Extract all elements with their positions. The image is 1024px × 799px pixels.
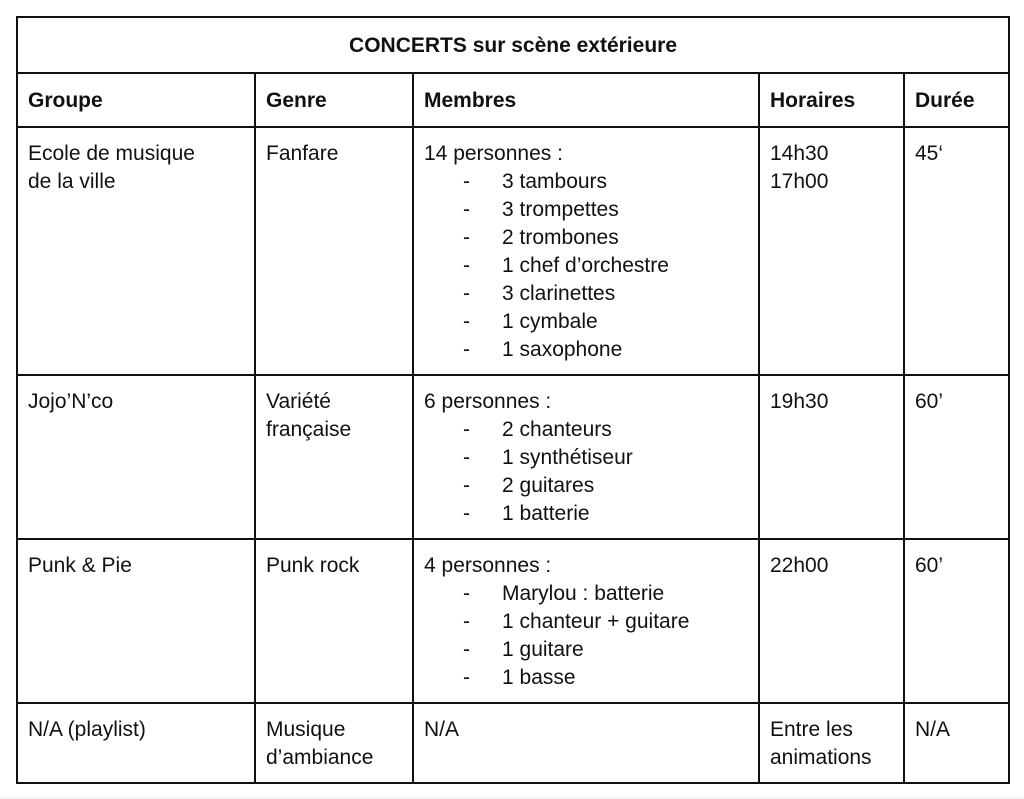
bullet-dash: - xyxy=(463,226,470,249)
cell-duree: N/A xyxy=(904,703,1009,783)
member-text: 1 chef d’orchestre xyxy=(502,254,669,277)
member-text: 1 synthétiseur xyxy=(502,446,633,469)
cell-horaires xyxy=(759,127,904,375)
cell-membres xyxy=(413,375,759,539)
member-text: 1 chanteur + guitare xyxy=(502,610,690,633)
member-text: 3 tambours xyxy=(502,170,608,193)
list-item xyxy=(424,444,748,472)
cell-horaires xyxy=(759,539,904,703)
members-list xyxy=(424,580,748,692)
list-item xyxy=(424,252,748,280)
cell-genre xyxy=(255,703,413,783)
cell-groupe xyxy=(17,703,255,783)
groupe-text: Jojo’N’co xyxy=(28,390,114,413)
horaire-text: 19h30 xyxy=(770,390,829,413)
table-title-row xyxy=(17,17,1009,73)
groupe-text: Ecole de musique xyxy=(28,142,195,165)
horaire-text: animations xyxy=(770,746,872,769)
member-text: 2 trombones xyxy=(502,226,619,249)
member-text: Marylou : batterie xyxy=(502,582,665,605)
bullet-dash: - xyxy=(463,638,470,661)
list-item xyxy=(424,168,748,196)
horaire-text: 17h00 xyxy=(770,170,829,193)
cell-groupe xyxy=(17,375,255,539)
list-item xyxy=(424,224,748,252)
cell-horaires xyxy=(759,703,904,783)
member-text: 1 basse xyxy=(502,666,576,689)
genre-text: Punk rock xyxy=(266,554,360,577)
cell-duree: 60’ xyxy=(904,539,1009,703)
member-text: 1 guitare xyxy=(502,638,584,661)
list-item xyxy=(424,472,748,500)
genre-text: Musique xyxy=(266,718,346,741)
genre-text: Variété xyxy=(266,390,331,413)
genre-text: française xyxy=(266,418,352,441)
cell-membres xyxy=(413,127,759,375)
list-item xyxy=(424,308,748,336)
bullet-dash: - xyxy=(463,254,470,277)
bullet-dash: - xyxy=(463,502,470,525)
list-item xyxy=(424,196,748,224)
member-text: 1 cymbale xyxy=(502,310,598,333)
table-row xyxy=(17,375,1009,539)
bullet-dash: - xyxy=(463,170,470,193)
list-item xyxy=(424,580,748,608)
genre-text: Fanfare xyxy=(266,142,339,165)
list-item xyxy=(424,608,748,636)
members-list xyxy=(424,168,748,364)
cell-horaires xyxy=(759,375,904,539)
header-genre: Genre xyxy=(255,73,413,127)
bullet-dash: - xyxy=(463,474,470,497)
groupe-text: de la ville xyxy=(28,170,116,193)
groupe-text: Punk & Pie xyxy=(28,554,132,577)
groupe-text: N/A (playlist) xyxy=(28,718,146,741)
cell-groupe xyxy=(17,539,255,703)
bullet-dash: - xyxy=(463,198,470,221)
bullet-dash: - xyxy=(463,310,470,333)
membres-intro: N/A xyxy=(424,718,460,741)
table-row xyxy=(17,127,1009,375)
cell-genre xyxy=(255,539,413,703)
members-list xyxy=(424,416,748,528)
horaire-text: Entre les xyxy=(770,718,853,741)
member-text: 3 clarinettes xyxy=(502,282,616,305)
header-membres: Membres xyxy=(413,73,759,127)
bullet-dash: - xyxy=(463,338,470,361)
list-item xyxy=(424,664,748,692)
membres-intro: 4 personnes : xyxy=(424,554,552,577)
bullet-dash: - xyxy=(463,610,470,633)
header-horaires: Horaires xyxy=(759,73,904,127)
membres-intro: 14 personnes : xyxy=(424,142,563,165)
member-text: 1 saxophone xyxy=(502,338,623,361)
list-item xyxy=(424,500,748,528)
cell-genre xyxy=(255,375,413,539)
bullet-dash: - xyxy=(463,446,470,469)
table-title: CONCERTS sur scène extérieure xyxy=(17,17,1009,73)
list-item xyxy=(424,636,748,664)
member-text: 1 batterie xyxy=(502,502,590,525)
membres-intro: 6 personnes : xyxy=(424,390,552,413)
bullet-dash: - xyxy=(463,418,470,441)
cell-membres xyxy=(413,539,759,703)
header-duree: Durée xyxy=(904,73,1009,127)
cell-genre xyxy=(255,127,413,375)
table-row xyxy=(17,539,1009,703)
table-header-row xyxy=(17,73,1009,127)
cell-duree: 60’ xyxy=(904,375,1009,539)
member-text: 3 trompettes xyxy=(502,198,619,221)
bullet-dash: - xyxy=(463,282,470,305)
concerts-table xyxy=(16,16,1010,784)
bullet-dash: - xyxy=(463,582,470,605)
member-text: 2 chanteurs xyxy=(502,418,612,441)
genre-text: d’ambiance xyxy=(266,746,374,769)
horaire-text: 22h00 xyxy=(770,554,829,577)
cell-membres xyxy=(413,703,759,783)
cell-groupe xyxy=(17,127,255,375)
horaire-text: 14h30 xyxy=(770,142,829,165)
cell-duree: 45‘ xyxy=(904,127,1009,375)
list-item xyxy=(424,280,748,308)
member-text: 2 guitares xyxy=(502,474,595,497)
bullet-dash: - xyxy=(463,666,470,689)
header-groupe: Groupe xyxy=(17,73,255,127)
list-item xyxy=(424,416,748,444)
table-row xyxy=(17,703,1009,783)
list-item xyxy=(424,336,748,364)
